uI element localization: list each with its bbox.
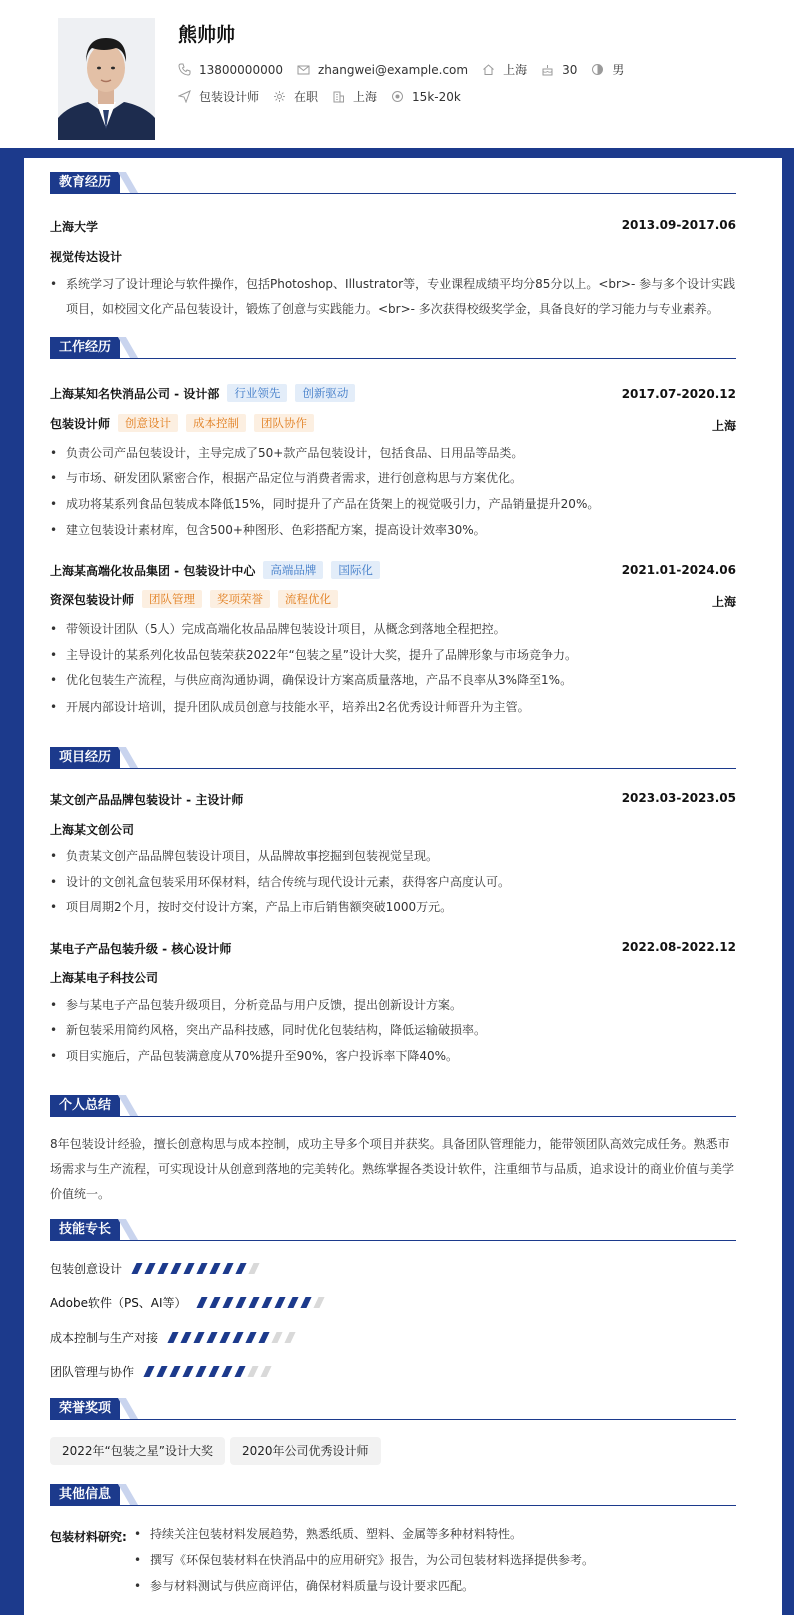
age-item: [541, 63, 577, 77]
other-bullet: • 持续关注包装材料发展趋势，熟悉纸质、塑料、金属等多种材料特性。: [134, 1522, 734, 1547]
email-text: zhangwei@example.com: [317, 62, 469, 77]
project-bullet: • 参与某电子产品包装升级项目，分析竞品与用户反馈，提出创新设计方案。: [50, 993, 736, 1018]
other-label: 包装材料研究:: [50, 1530, 127, 1544]
project-bullet: • 负责某文创产品品牌包装设计项目，从品牌故事挖掘到包装视觉呈现。: [50, 844, 736, 869]
section-tab: 荣誉奖项: [50, 1398, 120, 1419]
skill-segment-filled: [209, 1263, 220, 1274]
section-tab: 教育经历: [50, 172, 120, 193]
skill-segment-filled: [222, 1297, 233, 1308]
role-tag: 团队协作: [254, 414, 314, 432]
role-tag: 团队管理: [142, 590, 202, 608]
project-company: 上海某文创公司: [50, 823, 135, 837]
project-bullet: • 设计的文创礼盒包装采用环保材料，结合传统与现代设计元素，获得客户高度认可。: [50, 870, 736, 895]
skill-segment-filled: [196, 1263, 207, 1274]
frame-top-bar: [0, 148, 794, 158]
skill-segment-filled: [222, 1263, 233, 1274]
section-tab: 个人总结: [50, 1095, 120, 1116]
target-city-item: [332, 88, 377, 105]
job-bullet: • 与市场、研发团队紧密合作，根据产品定位与消费者需求，进行创意构思与方案优化。: [50, 466, 736, 491]
phone-icon: [178, 63, 191, 76]
phone-item: [178, 63, 283, 77]
section-awards-title: [50, 1398, 736, 1420]
award-badge: 2020年公司优秀设计师: [230, 1437, 381, 1465]
skill-segment-filled: [235, 1297, 246, 1308]
job-bullet: • 成功将某系列食品包装成本降低15%，同时提升了产品在货架上的视觉吸引力，产品销量提升20%。: [50, 492, 736, 517]
job-date: 2021.01-2024.06: [621, 563, 736, 577]
job-city: 上海: [711, 595, 736, 609]
gender-item: [591, 61, 624, 78]
project-date: 2022.08-2022.12: [621, 940, 736, 954]
skill-segment-filled: [195, 1366, 206, 1377]
skill-segment-empty: [284, 1332, 295, 1343]
status-text: 在职: [294, 90, 319, 104]
location-text: 上海: [503, 63, 528, 77]
skill-segment-empty: [248, 1263, 259, 1274]
major-name: 视觉传达设计: [50, 250, 123, 264]
tab-decoration: [118, 747, 138, 768]
salary-text: 15k-20k: [412, 89, 461, 104]
section-other-title: [50, 1484, 736, 1506]
skill-segment-filled: [258, 1332, 269, 1343]
education-date: 2013.09-2017.06: [621, 218, 736, 232]
skill-name: 包装创意设计: [50, 1262, 123, 1276]
skill-segment-filled: [131, 1263, 142, 1274]
skill-segment-filled: [219, 1332, 230, 1343]
phone-text: 13800000000: [199, 62, 283, 77]
project-name: 某文创产品品牌包装设计 - 主设计师: [50, 793, 244, 807]
company-tag: 行业领先: [227, 384, 287, 402]
skill-segment-filled: [170, 1263, 181, 1274]
skill-segment-filled: [169, 1366, 180, 1377]
job-target-item: [178, 88, 259, 105]
job-bullet: • 带领设计团队（5人）完成高端化妆品品牌包装设计项目，从概念到落地全程把控。: [50, 617, 736, 642]
job-1-role: [50, 414, 314, 432]
tab-decoration: [118, 1398, 138, 1419]
location-item: [482, 61, 527, 78]
tab-decoration: [118, 172, 138, 193]
company-tag: 国际化: [331, 561, 380, 579]
job-2-header: [50, 561, 380, 579]
skill-segment-filled: [157, 1263, 168, 1274]
resume-header: [0, 0, 794, 148]
section-tab: 技能专长: [50, 1219, 120, 1240]
section-tab: 项目经历: [50, 747, 120, 768]
skill-segment-filled: [261, 1297, 272, 1308]
company-name: 上海某知名快消品公司 - 设计部: [50, 386, 220, 401]
job-target-text: 包装设计师: [199, 90, 260, 104]
section-tab: 其他信息: [50, 1484, 120, 1505]
home-icon: [482, 63, 495, 76]
skill-name: 团队管理与协作: [50, 1365, 135, 1379]
salary-item: [391, 90, 461, 104]
company-tag: 创新驱动: [295, 384, 355, 402]
candidate-name: 熊帅帅: [178, 24, 236, 46]
skill-level-bar: [146, 1366, 276, 1377]
skill-segment-filled: [287, 1297, 298, 1308]
cake-icon: [541, 63, 554, 76]
tab-decoration: [118, 337, 138, 358]
job-bullet: • 优化包装生产流程，与供应商沟通协调，确保设计方案高质量落地，产品不良率从3%降至1%。: [50, 668, 736, 693]
role-tag: 流程优化: [278, 590, 338, 608]
skill-segment-filled: [232, 1332, 243, 1343]
skill-segment-filled: [156, 1366, 167, 1377]
mail-icon: [297, 63, 310, 76]
skill-level-bar: [134, 1263, 264, 1274]
contact-row: [178, 61, 638, 78]
education-description: • 系统学习了设计理论与软件操作，包括Photoshop、Illustrator等，专业课程成绩平均分85分以上。<br>- 参与多个设计实践项目，如校园文化产品包装设计，锻炼了创意与实践能力。<br>- 多次获得校级奖学金，具备良好的学习能力与专业素养。: [50, 272, 736, 322]
job-2-role: [50, 590, 338, 608]
building-icon: [332, 90, 345, 103]
tab-decoration: [118, 1219, 138, 1240]
section-projects-title: [50, 747, 736, 769]
other-bullet: • 撰写《环保包装材料在快消品中的应用研究》报告，为公司包装材料选择提供参考。: [134, 1548, 734, 1573]
skill-segment-filled: [144, 1263, 155, 1274]
intent-row: [178, 88, 475, 105]
role-tag: 奖项荣誉: [210, 590, 270, 608]
skill-segment-empty: [247, 1366, 258, 1377]
section-skills-title: [50, 1219, 736, 1241]
skill-segment-filled: [193, 1332, 204, 1343]
job-bullet: • 开展内部设计培训，提升团队成员创意与技能水平，培养出2名优秀设计师晋升为主管。: [50, 695, 736, 720]
skill-segment-filled: [245, 1332, 256, 1343]
skill-segment-filled: [274, 1297, 285, 1308]
skill-segment-filled: [248, 1297, 259, 1308]
project-bullet: • 项目周期2个月，按时交付设计方案，产品上市后销售额突破1000万元。: [50, 895, 736, 920]
skill-segment-empty: [260, 1366, 271, 1377]
target-city-text: 上海: [353, 90, 378, 104]
section-summary-title: [50, 1095, 736, 1117]
frame-left-bar: [0, 152, 24, 1615]
project-date: 2023.03-2023.05: [621, 791, 736, 805]
tab-decoration: [118, 1095, 138, 1116]
skill-segment-filled: [196, 1297, 207, 1308]
skill-segment-filled: [182, 1366, 193, 1377]
role-name: 资深包装设计师: [50, 592, 135, 607]
skill-row: [50, 1363, 276, 1380]
skill-row: [50, 1329, 300, 1346]
gear-icon: [273, 90, 286, 103]
section-tab: 工作经历: [50, 337, 120, 358]
job-date: 2017.07-2020.12: [621, 387, 736, 401]
frame-right-bar: [782, 158, 794, 1615]
role-tag: 成本控制: [186, 414, 246, 432]
email-item: [297, 63, 468, 77]
skill-segment-filled: [221, 1366, 232, 1377]
skill-segment-filled: [208, 1366, 219, 1377]
project-bullet: • 新包装采用简约风格，突出产品科技感，同时优化包装结构，降低运输破损率。: [50, 1018, 736, 1043]
role-name: 包装设计师: [50, 416, 111, 431]
skill-segment-filled: [180, 1332, 191, 1343]
skill-segment-empty: [271, 1332, 282, 1343]
tab-decoration: [118, 1484, 138, 1505]
skill-level-bar: [199, 1297, 329, 1308]
section-work-title: [50, 337, 736, 359]
skill-segment-filled: [209, 1297, 220, 1308]
skill-name: Adobe软件（PS、AI等）: [50, 1296, 187, 1310]
company-name: 上海某高端化妆品集团 - 包装设计中心: [50, 563, 256, 578]
skill-row: [50, 1260, 264, 1277]
gender-text: 男: [612, 63, 625, 77]
other-bullet: • 参与材料测试与供应商评估，确保材料质量与设计要求匹配。: [134, 1574, 734, 1599]
skill-segment-empty: [313, 1297, 324, 1308]
skill-level-bar: [170, 1332, 300, 1343]
job-1-header: [50, 384, 355, 402]
skill-segment-filled: [143, 1366, 154, 1377]
skill-segment-filled: [206, 1332, 217, 1343]
skill-segment-filled: [183, 1263, 194, 1274]
summary-text: 8年包装设计经验，擅长创意构思与成本控制，成功主导多个项目并获奖。具备团队管理能力，能带领团队高效完成任务。熟悉市场需求与生产流程，可实现设计从创意到落地的完美转化。熟练掌握各类设计软件，注重细节与品质，追求设计的商业价值与美学价值统一。: [50, 1137, 735, 1201]
project-company: 上海某电子科技公司: [50, 971, 159, 985]
project-bullet: • 项目实施后，产品包装满意度从70%提升至90%，客户投诉率下降40%。: [50, 1044, 736, 1069]
skill-segment-filled: [235, 1263, 246, 1274]
skill-row: [50, 1294, 329, 1311]
skill-segment-filled: [300, 1297, 311, 1308]
company-tag: 高端品牌: [263, 561, 323, 579]
send-icon: [178, 90, 191, 103]
coin-icon: [391, 90, 404, 103]
job-bullet: • 负责公司产品包装设计，主导完成了50+款产品包装设计，包括食品、日用品等品类。: [50, 441, 736, 466]
status-item: [273, 88, 318, 105]
section-education-title: [50, 172, 736, 194]
skill-name: 成本控制与生产对接: [50, 1331, 159, 1345]
project-name: 某电子产品包装升级 - 核心设计师: [50, 942, 232, 956]
skill-segment-filled: [167, 1332, 178, 1343]
job-city: 上海: [711, 419, 736, 433]
skill-segment-filled: [234, 1366, 245, 1377]
age-text: 30: [562, 62, 578, 77]
job-bullet: • 建立包装设计素材库，包含500+种图形、色彩搭配方案，提高设计效率30%。: [50, 518, 736, 543]
avatar: [58, 18, 155, 140]
award-badge: 2022年“包装之星”设计大奖: [50, 1437, 225, 1465]
school-name: 上海大学: [50, 220, 99, 234]
role-tag: 创意设计: [118, 414, 178, 432]
job-bullet: • 主导设计的某系列化妆品包装荣获2022年“包装之星”设计大奖，提升了品牌形象与市场竞争力。: [50, 643, 736, 668]
gender-icon: [591, 63, 604, 76]
